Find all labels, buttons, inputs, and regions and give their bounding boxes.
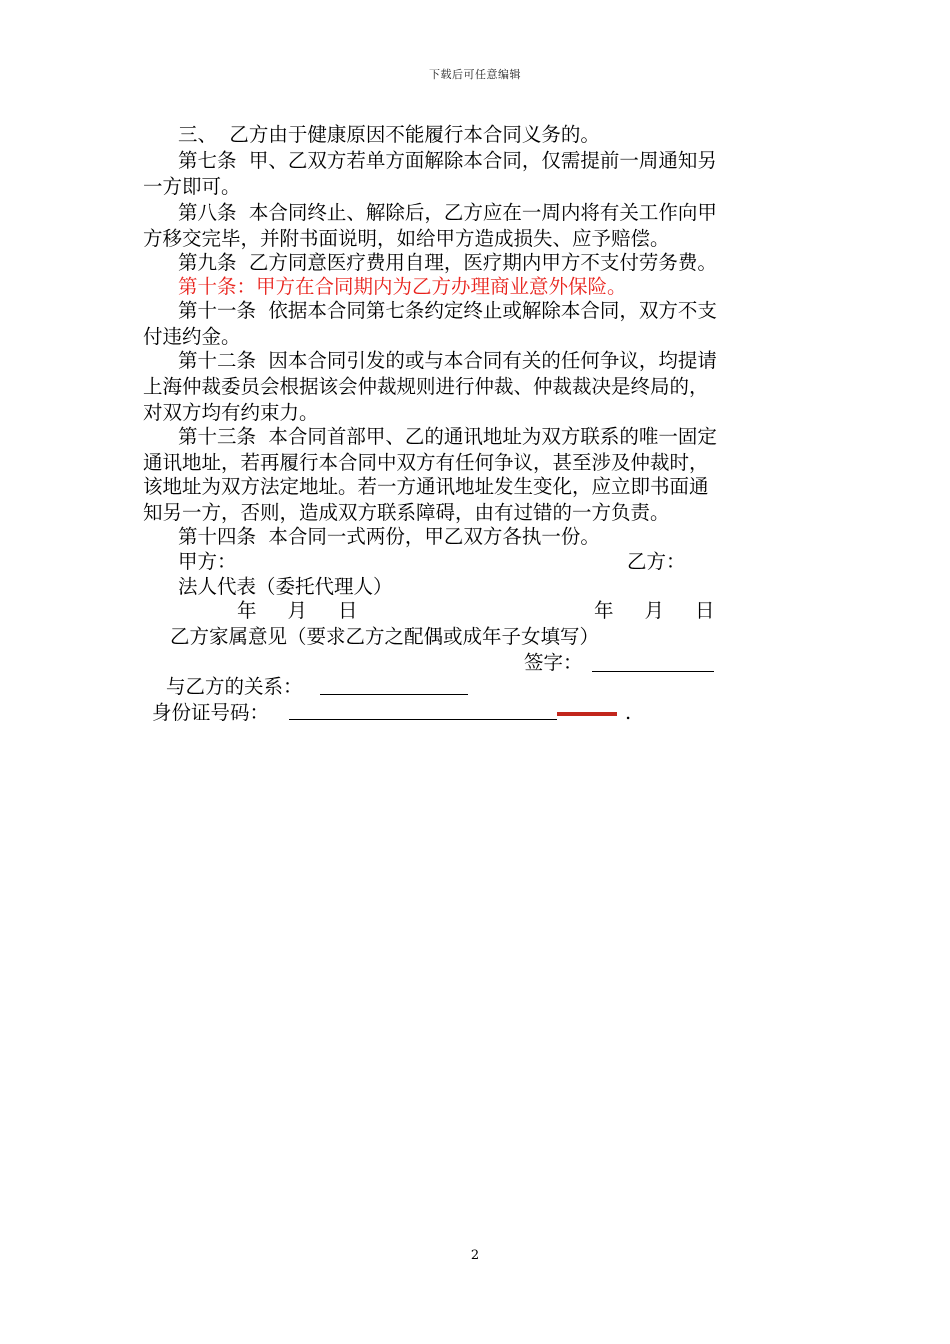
clause-line: 上海仲裁委员会根据该会仲裁规则进行仲裁、仲裁裁决是终局的，: [143, 375, 709, 398]
clause-line: 第十三条 本合同首部甲、乙的通讯地址为双方联系的唯一固定: [178, 425, 717, 448]
page-header: 下载后可任意编辑: [429, 68, 521, 81]
sign-label: 签字：: [524, 651, 583, 674]
clause-line: 三、 乙方由于健康原因不能履行本合同义务的。: [178, 123, 600, 146]
page-number: 2: [470, 1248, 480, 1263]
family-opinion-label: 乙方家属意见（要求乙方之配偶或成年子女填写）: [170, 625, 600, 648]
clause-line: 方移交完毕，并附书面说明，如给甲方造成损失、应予赔偿。: [143, 227, 670, 250]
party-b-label: 乙方：: [627, 550, 686, 573]
clause-line: 第十一条 依据本合同第七条约定终止或解除本合同，双方不支: [178, 299, 717, 322]
clause-line: 第十四条 本合同一式两份，甲乙双方各执一份。: [178, 525, 600, 548]
party-a-label: 甲方：: [178, 550, 237, 573]
id-number-underline: [289, 719, 557, 720]
clause-line: 该地址为双方法定地址。若一方通讯地址发生变化，应立即书面通: [143, 475, 709, 498]
clause-line: 通讯地址，若再履行本合同中双方有任何争议，甚至涉及仲裁时，: [143, 451, 709, 474]
clause-line: 知另一方，否则，造成双方联系障碍，由有过错的一方负责。: [143, 501, 670, 524]
clause-line: 第九条 乙方同意医疗费用自理，医疗期内甲方不支付劳务费。: [178, 251, 717, 274]
clause-line: 第八条 本合同终止、解除后，乙方应在一周内将有关工作向甲: [178, 201, 717, 224]
clause-line: 第十二条 因本合同引发的或与本合同有关的任何争议，均提请: [178, 349, 717, 372]
sign-underline: [592, 671, 714, 672]
id-number-label: 身份证号码：: [152, 701, 270, 724]
clause-line: 对双方均有约束力。: [143, 401, 319, 424]
date-b: 年 月 日: [594, 599, 715, 622]
red-mark: [557, 712, 617, 716]
relationship-underline: [320, 694, 468, 695]
id-number-period: .: [625, 701, 632, 724]
clause-line-highlighted: 第十条：甲方在合同期内为乙方办理商业意外保险。: [178, 275, 627, 298]
clause-line: 第七条 甲、乙双方若单方面解除本合同，仅需提前一周通知另: [178, 149, 717, 172]
clause-line: 付违约金。: [143, 325, 241, 348]
legal-rep-label: 法人代表（委托代理人）: [178, 575, 393, 598]
relationship-label: 与乙方的关系：: [166, 675, 303, 698]
clause-line: 一方即可。: [143, 175, 241, 198]
date-a: 年 月 日: [237, 599, 358, 622]
